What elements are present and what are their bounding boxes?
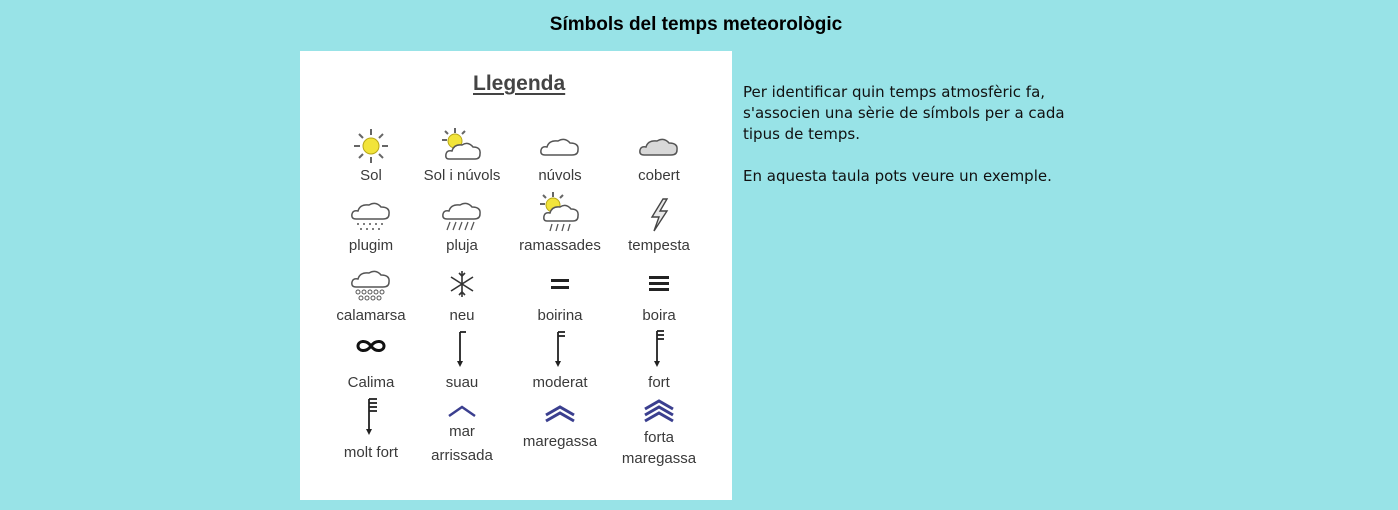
fog-icon	[639, 267, 679, 305]
legend-label: boirina	[537, 307, 583, 324]
sea-rough-icon	[540, 401, 580, 431]
legend-label: maregassa	[522, 433, 598, 450]
legend-label: moderat	[532, 374, 588, 391]
drizzle-icon	[348, 197, 394, 235]
legend-item-neu	[407, 267, 517, 326]
wind-light-icon	[442, 328, 482, 372]
legend-label: ramassades	[519, 237, 601, 254]
legend-item-boira	[604, 267, 714, 326]
showers-icon	[537, 191, 583, 235]
legend-heading: Llegenda	[473, 72, 566, 95]
weather-legend-image	[300, 51, 732, 500]
legend-item-fort	[604, 328, 714, 393]
legend-label: pluja	[446, 237, 478, 254]
legend-item-suau	[407, 328, 517, 393]
legend-label: Sol	[360, 167, 382, 184]
legend-item-forta-maregassa	[604, 397, 714, 469]
legend-label: calamarsa	[336, 307, 406, 324]
legend-label: boira	[642, 307, 676, 324]
legend-label: Calima	[347, 374, 395, 391]
legend-label: neu	[449, 307, 475, 324]
legend-label: suau	[445, 374, 479, 391]
legend-label: Sol i núvols	[423, 167, 501, 184]
legend-label: arrissada	[431, 447, 493, 464]
legend-label: mar	[449, 423, 475, 440]
legend-label: maregassa	[621, 450, 697, 467]
legend-label: tempesta	[628, 237, 690, 254]
sea-rippled-icon	[442, 401, 482, 421]
legend-item-ramassades	[505, 191, 615, 256]
legend-item-mar-arrissada	[407, 401, 517, 466]
haze-icon	[351, 334, 391, 372]
legend-item-nuvols	[505, 127, 615, 186]
sun-cloud-icon	[439, 127, 485, 165]
cloud-icon	[537, 127, 583, 165]
wind-moderate-icon	[540, 328, 580, 372]
wind-very-strong-icon	[351, 396, 391, 440]
lightning-icon	[639, 197, 679, 235]
wind-strong-icon	[639, 328, 679, 372]
overcast-icon	[636, 127, 682, 165]
hail-icon	[348, 267, 394, 305]
description-paragraph: Per identificar quin temps atmosfèric fa, s'associen una sèrie de símbols per a cada tipus de temps.	[743, 83, 1065, 143]
legend-item-moderat	[505, 328, 615, 393]
legend-item-maregassa	[505, 401, 615, 452]
legend-label: molt fort	[343, 444, 399, 461]
sea-very-rough-icon	[639, 397, 679, 427]
sun-icon	[351, 127, 391, 165]
page-title: Símbols del temps meteorològic	[549, 14, 843, 35]
rain-icon	[439, 197, 485, 235]
legend-item-sol-i-nuvols	[407, 127, 517, 186]
mist-icon	[540, 267, 580, 305]
description-paragraph: En aquesta taula pots veure un exemple.	[743, 167, 1052, 185]
legend-label: forta	[643, 429, 674, 446]
legend-label: plugim	[348, 237, 394, 254]
legend-item-cobert	[604, 127, 714, 186]
description-text	[743, 82, 1093, 208]
legend-item-pluja	[407, 197, 517, 256]
snowflake-icon	[442, 267, 482, 305]
legend-item-boirina	[505, 267, 615, 326]
legend-label: cobert	[638, 167, 680, 184]
legend-label: fort	[648, 374, 670, 391]
legend-label: núvols	[538, 167, 582, 184]
legend-item-tempesta	[604, 197, 714, 256]
